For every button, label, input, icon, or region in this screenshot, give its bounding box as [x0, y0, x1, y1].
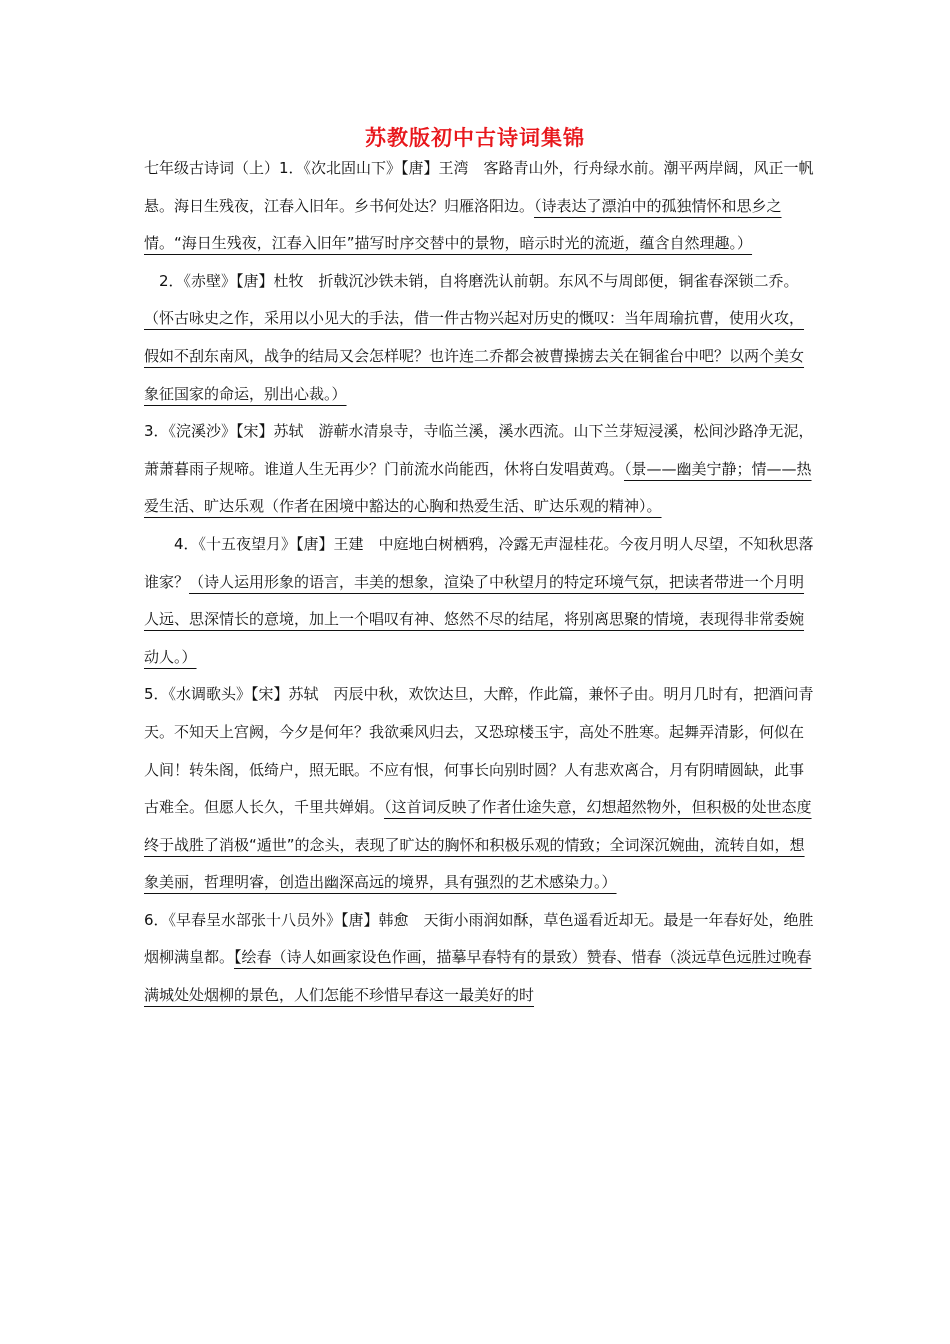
poem-entry-2	[144, 263, 816, 413]
poem-annotation: （怀古咏史之作，采用以小见大的手法，借一件古物兴起对历史的慨叹：当年周瑜抗曹，使用火攻，假如不刮东南风，战争的结局又会怎样呢？也许连二乔都会被曹操掳去关在铜雀台中吧？以两个美女象征国家的命运，别出心裁。）	[144, 309, 805, 403]
poem-text: 4．《十五夜望月》【唐】王建 中庭地白树栖鸦，冷露无声湿桂花。今夜月明人尽望，不知秋思落谁家？	[144, 534, 814, 591]
poem-text: 2．《赤壁》【唐】杜牧 折戟沉沙铁未销，自将磨洗认前朝。东风不与周郎便，铜雀春深锁二乔。	[159, 271, 799, 290]
poem-text: 5．《水调歌头》【宋】苏轼 丙辰中秋，欢饮达旦，大醉，作此篇，兼怀子由。明月几时有，把酒问青天。不知天上宫阙，今夕是何年？我欲乘风归去，又恐琼楼玉宇，高处不胜寒。起舞弄清影，何似在人间！转朱阁，低绮户，照无眠。不应有恨，何事长向别时圆？人有悲欢离合，月有阴晴圆缺，此事古难全。但愿人长久，千里共婵娟。	[144, 685, 814, 817]
poem-entry-1	[144, 150, 816, 263]
poem-annotation: （这首词反映了作者仕途失意，幻想超然物外，但积极的处世态度终于战胜了消极“遁世”的念头，表现了旷达的胸怀和积极乐观的情致；全词深沉婉曲，流转自如，想象美丽，哲理明睿，创造出幽深高远的境界，具有强烈的艺术感染力。）	[144, 798, 812, 892]
poem-annotation: （景——幽美宁静；情——热爱生活、旷达乐观（作者在困境中豁达的心胸和热爱生活、旷达乐观的精神）。	[144, 459, 812, 516]
poem-entry-4	[144, 526, 816, 676]
document-title: 苏教版初中古诗词集锦	[365, 125, 585, 150]
poem-entry-5	[144, 676, 816, 902]
poem-text: 3．《浣溪沙》【宋】苏轼 游蕲水清泉寺，寺临兰溪，溪水西流。山下兰芽短浸溪，松间沙路净无泥，萧萧暮雨子规啼。谁道人生无再少？门前流水尚能西，休将白发唱黄鸡。	[144, 422, 814, 478]
poem-text: 七年级古诗词（上）1．《次北固山下》【唐】王湾 客路青山外，行舟绿水前。潮平两岸阔，风正一帆悬。海日生残夜，江春入旧年。乡书何处达？归雁洛阳边。	[144, 159, 814, 215]
poem-annotation: （诗表达了漂泊中的孤独情怀和思乡之情。“海日生残夜，江春入旧年”描写时序交替中的景物，暗示时光的流逝，蕴含自然理趣。）	[144, 196, 782, 253]
poem-annotation: （诗人运用形象的语言，丰美的想象，渲染了中秋望月的特定环境气氛，把读者带进一个月明人远、思深情长的意境，加上一个唱叹有神、悠然不尽的结尾，将别离思聚的情境，表现得非常委婉动人。）	[144, 572, 805, 666]
poem-annotation: 【绘春（诗人如画家设色作画，描摹早春特有的景致）赞春、惜春（淡远草色远胜过晚春满城处处烟柳的景色，人们怎能不珍惜早春这一最美好的时	[144, 948, 812, 1005]
poem-entry-6	[144, 902, 816, 1015]
document-body	[144, 150, 816, 1015]
poem-text: 6．《早春呈水部张十八员外》【唐】韩愈 天街小雨润如酥，草色遥看近却无。最是一年春好处，绝胜烟柳满皇都。	[144, 910, 814, 967]
poem-entry-3	[144, 413, 816, 526]
